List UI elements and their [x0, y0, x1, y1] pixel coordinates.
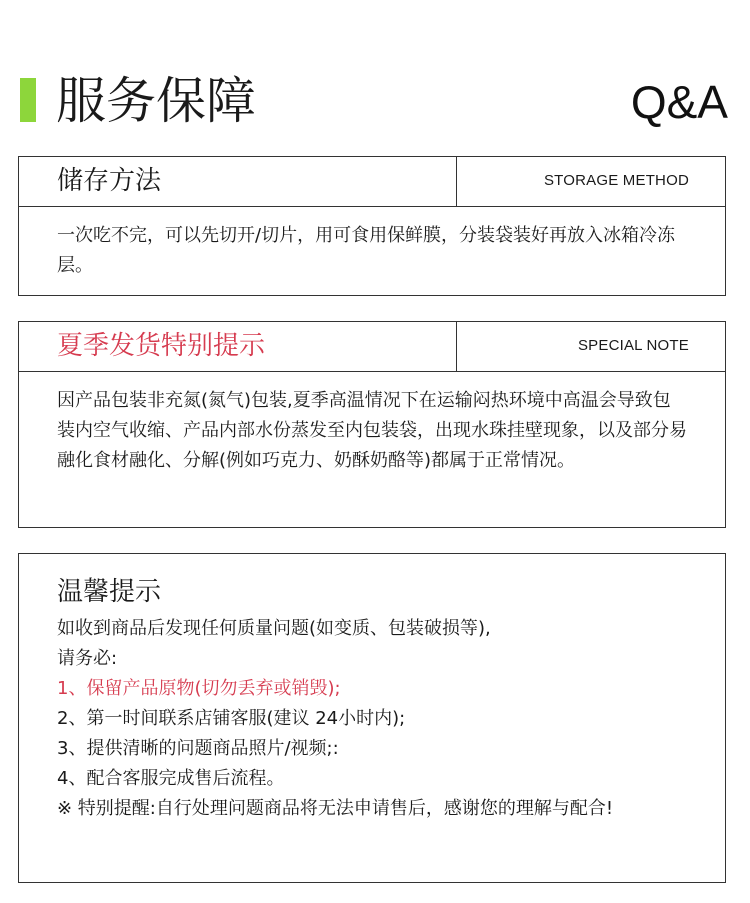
summer-section-header	[19, 322, 725, 372]
tips-step-4: 4、配合客服完成售后流程。	[57, 768, 285, 789]
storage-section-header	[19, 157, 725, 207]
summer-text: 因产品包装非充氮(氮气)包装,夏季高温情况下在运输闷热环境中高温会导致包装内空气收缩、产品内部水份蒸发至内包装袋，出现水珠挂壁现象，以及部分易融化食材融化、分解(例如巧克力、奶酥奶酪等)都属于正常情况。	[57, 390, 687, 471]
title-accent-bar	[20, 78, 36, 122]
page-header	[0, 60, 750, 140]
storage-section	[18, 156, 726, 296]
header-divider	[456, 157, 457, 206]
summer-section	[18, 321, 726, 528]
tips-step-2: 2、第一时间联系店铺客服(建议 24小时内);	[57, 708, 406, 729]
storage-text: 一次吃不完，可以先切开/切片，用可食用保鲜膜，分装袋装好再放入冰箱冷冻层。	[57, 225, 676, 276]
tips-note: ※ 特别提醒:自行处理问题商品将无法申请售后，感谢您的理解与配合!	[57, 798, 614, 819]
page-title: 服务保障	[56, 72, 256, 130]
storage-title-en: STORAGE METHOD	[543, 172, 689, 189]
tips-body	[19, 554, 725, 824]
tips-step-3: 3、提供清晰的问题商品照片/视频;:	[57, 738, 339, 759]
storage-title: 储存方法	[57, 166, 162, 196]
summer-title: 夏季发货特别提示	[57, 331, 266, 361]
tips-intro: 如收到商品后发现任何质量问题(如变质、包装破损等),	[57, 618, 491, 639]
tips-title: 温馨提示	[57, 577, 162, 607]
tips-must: 请务必:	[57, 648, 118, 669]
summer-body	[19, 372, 725, 476]
tips-section	[18, 553, 726, 883]
header-divider	[456, 322, 457, 371]
storage-body	[19, 207, 725, 281]
tips-step-1: 1、保留产品原物(切勿丢弃或销毁);	[57, 678, 341, 699]
summer-title-en: SPECIAL NOTE	[577, 337, 689, 354]
page-title-en: Q&A	[630, 76, 728, 128]
